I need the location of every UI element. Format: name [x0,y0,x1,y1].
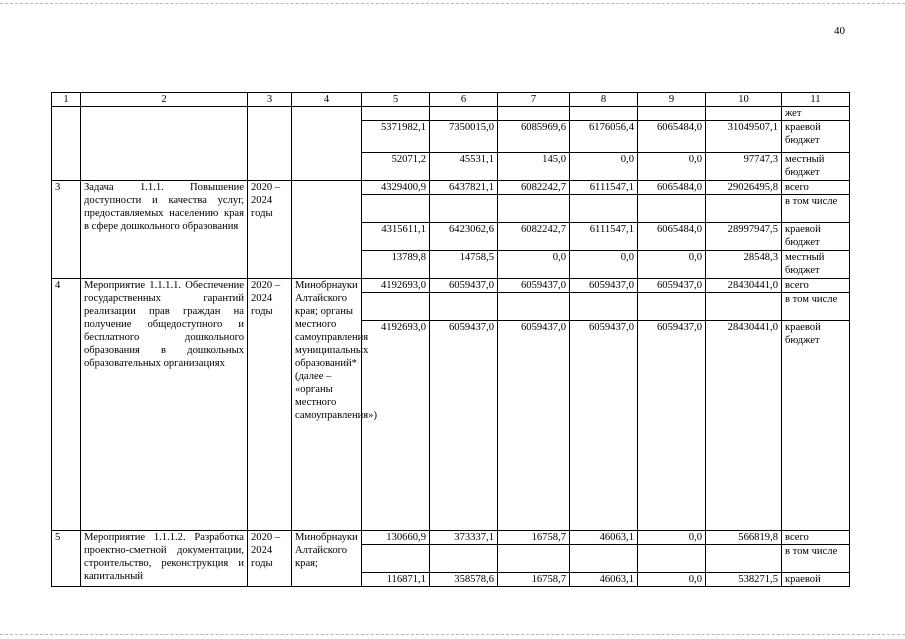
cell-value: 116871,1 [362,573,430,587]
header-cell: 6 [430,93,498,107]
cell-value: 6111547,1 [570,223,638,251]
header-cell: 10 [706,93,782,107]
cell-value: 46063,1 [570,531,638,545]
scan-edge-top [0,3,905,4]
header-cell: 5 [362,93,430,107]
cell-value: 31049507,1 [706,121,782,153]
executor [292,181,362,279]
cell-source: в том числе [782,293,850,321]
row-number: 5 [52,531,81,587]
cell-source: краевой бюджет [782,223,850,251]
cell-empty [248,107,292,181]
cell-source: краевой [782,573,850,587]
cell-value: 6059437,0 [498,279,570,293]
table-row [52,279,850,293]
period: 2020 – 2024 годы [248,181,292,279]
cell-value: 6059437,0 [430,321,498,531]
cell-value: 6059437,0 [430,279,498,293]
cell-value: 358578,6 [430,573,498,587]
cell-value: 16758,7 [498,531,570,545]
header-row [52,93,850,107]
cell-value: 52071,2 [362,153,430,181]
cell-value: 6059437,0 [570,279,638,293]
header-cell: 8 [570,93,638,107]
cell-empty [52,107,81,181]
cell-value: 4315611,1 [362,223,430,251]
cell-value: 6065484,0 [638,181,706,195]
row-number: 3 [52,181,81,279]
period: 2020 – 2024 годы [248,279,292,531]
cell-value: 0,0 [498,251,570,279]
cell-value: 0,0 [638,251,706,279]
cell-source: в том числе [782,545,850,573]
cell-value: 28430441,0 [706,321,782,531]
cell-source: краевой бюджет [782,321,850,531]
cell-source: жет [782,107,850,121]
cell-value: 0,0 [638,573,706,587]
cell-value: 145,0 [498,153,570,181]
cell-value: 6176056,4 [570,121,638,153]
header-cell: 2 [81,93,248,107]
activity-name: Мероприятие 1.1.1.1. Обеспечение государственных гарантий реализации прав граждан на получение общедоступного и бесплатного дошкольного образования в дошкольных образовательных организациях [81,279,248,531]
cell-source: всего [782,181,850,195]
table-row [52,181,850,195]
cell-value: 6065484,0 [638,223,706,251]
cell-source: местный бюджет [782,153,850,181]
header-cell: 4 [292,93,362,107]
cell-source: местный бюджет [782,251,850,279]
cell-value: 4192693,0 [362,279,430,293]
cell-value: 97747,3 [706,153,782,181]
page-number: 40 [834,25,845,37]
header-cell: 7 [498,93,570,107]
cell-value: 6085969,6 [498,121,570,153]
cell-value: 6423062,6 [430,223,498,251]
cell-value: 13789,8 [362,251,430,279]
cell-value: 6065484,0 [638,121,706,153]
cell-value: 6059437,0 [570,321,638,531]
header-cell: 11 [782,93,850,107]
header-cell: 1 [52,93,81,107]
cell-value: 6059437,0 [498,321,570,531]
cell-source: всего [782,279,850,293]
cell-source: в том числе [782,195,850,223]
cell-value: 0,0 [570,153,638,181]
table-row [52,531,850,545]
cell-value: 28430441,0 [706,279,782,293]
cell-value: 16758,7 [498,573,570,587]
cell-value: 130660,9 [362,531,430,545]
cell-value: 373337,1 [430,531,498,545]
cell-empty [292,107,362,181]
scan-edge-bottom [0,634,905,635]
cell-value: 5371982,1 [362,121,430,153]
task-name: Задача 1.1.1. Повышение доступности и качества услуг, предоставляемых населению края в сфере дошкольного образования [81,181,248,279]
cell-value: 4192693,0 [362,321,430,531]
cell-value: 566819,8 [706,531,782,545]
cell-value: 6059437,0 [638,279,706,293]
cell-value: 6059437,0 [638,321,706,531]
cell-value: 28548,3 [706,251,782,279]
header-cell: 9 [638,93,706,107]
cell-source: всего [782,531,850,545]
cell-empty [81,107,248,181]
row-number: 4 [52,279,81,531]
budget-table [51,92,850,587]
cell-value: 14758,5 [430,251,498,279]
cell-source: краевой бюджет [782,121,850,153]
cell-value: 6437821,1 [430,181,498,195]
cell-value: 28997947,5 [706,223,782,251]
cell-value: 6082242,7 [498,223,570,251]
cell-value: 0,0 [570,251,638,279]
cell-value: 7350015,0 [430,121,498,153]
cell-value: 29026495,8 [706,181,782,195]
cell-value: 0,0 [638,153,706,181]
activity-name: Мероприятие 1.1.1.2. Разработка проектно-сметной документации, строительство, реконструкция и капитальный [81,531,248,587]
cell-value: 6082242,7 [498,181,570,195]
cell-value: 0,0 [638,531,706,545]
cell-value: 46063,1 [570,573,638,587]
executor: Минобрнауки Алтайского края; органы местного самоуправления муниципальных образований* (далее – «органы местного самоуправления») [292,279,362,531]
period: 2020 – 2024 годы [248,531,292,587]
cell-value: 45531,1 [430,153,498,181]
header-cell: 3 [248,93,292,107]
cell-value: 4329400,9 [362,181,430,195]
executor: Минобрнауки Алтайского края; [292,531,362,587]
table-row [52,107,850,121]
cell-value: 538271,5 [706,573,782,587]
cell-value: 6111547,1 [570,181,638,195]
